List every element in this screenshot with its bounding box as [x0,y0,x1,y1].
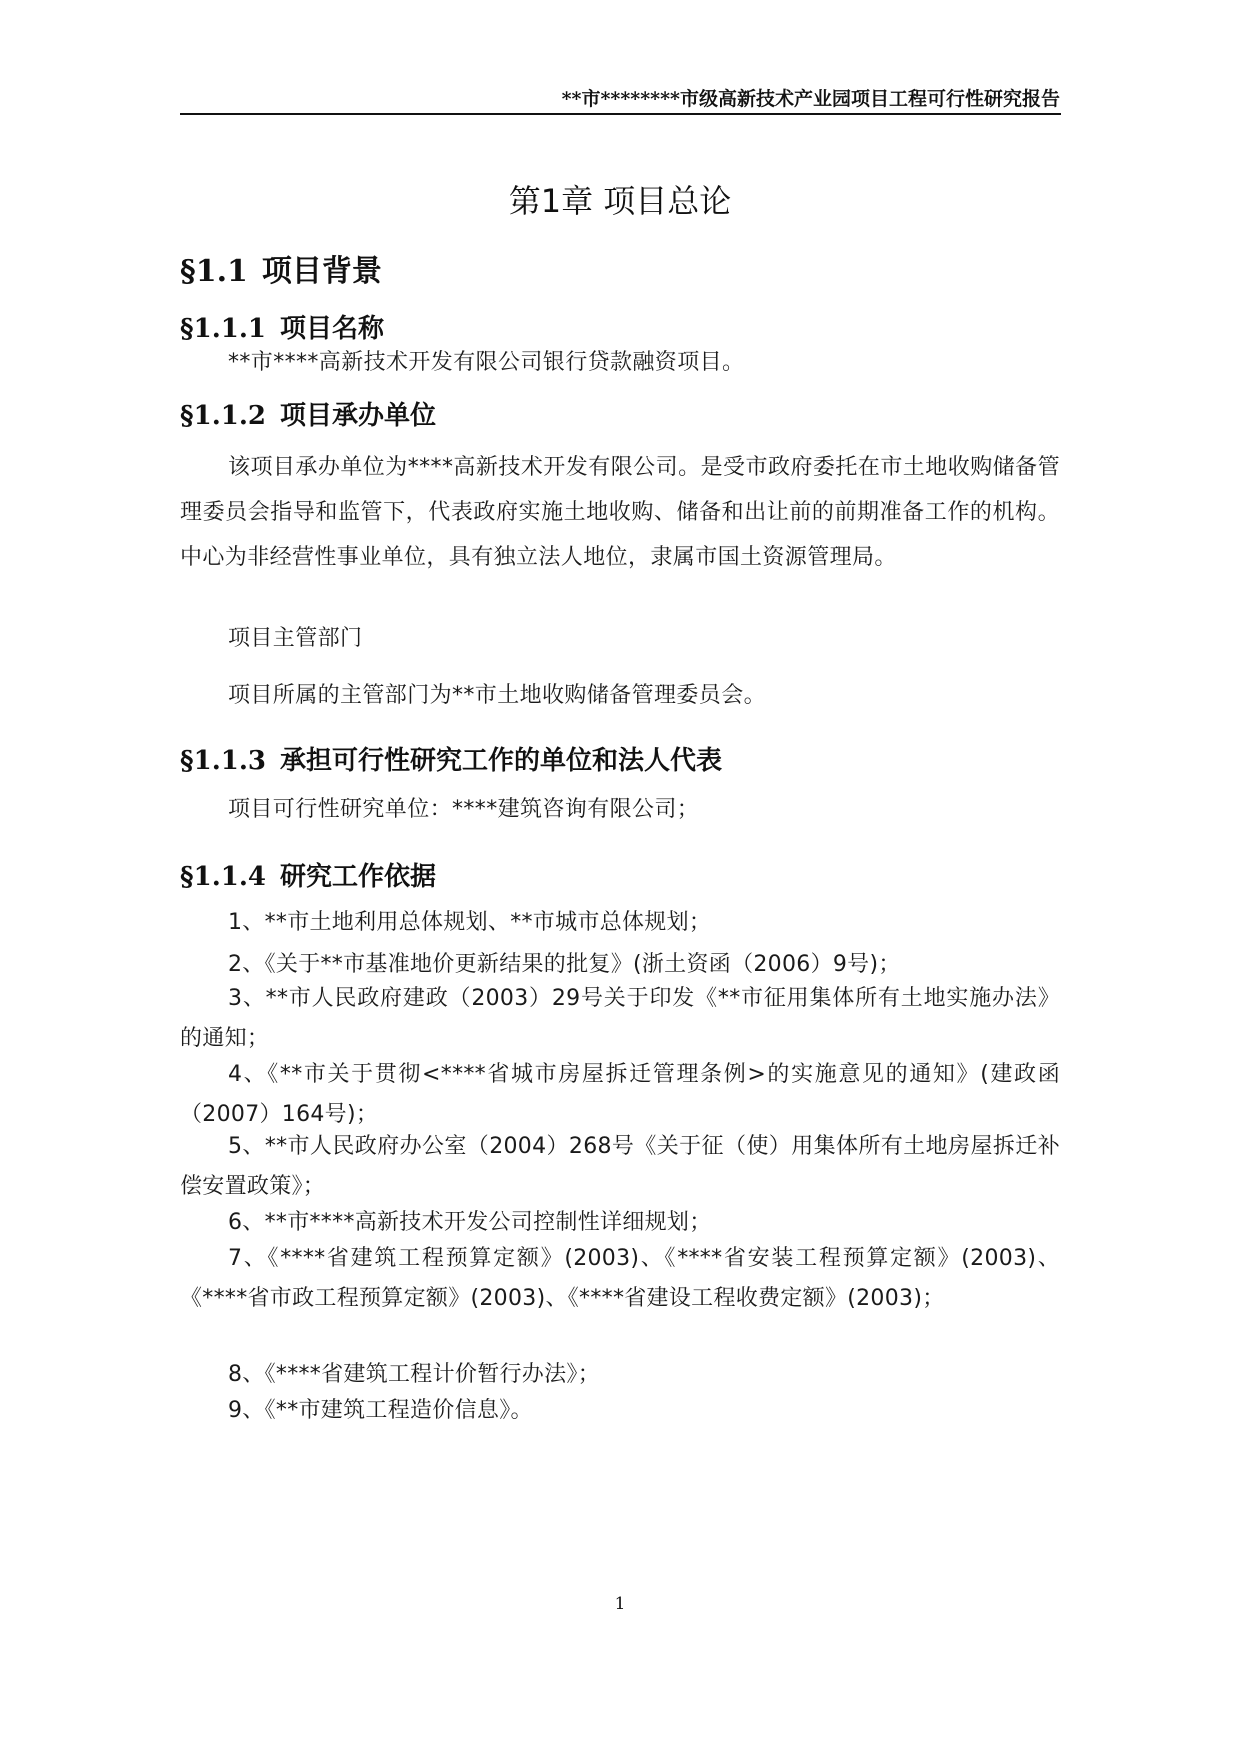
section-number: §1.1.1 [180,314,266,344]
section-title: 项目承办单位 [279,401,436,431]
paragraph-project-name: **市****高新技术开发有限公司银行贷款融资项目。 [228,350,745,375]
list-item: 6、**市****高新技术开发公司控制性详细规划； [228,1210,712,1235]
section-number: §1.1.4 [180,862,266,892]
running-header: **市********市级高新技术产业园项目工程可行性研究报告 [561,88,1060,110]
section-heading-1-1-3 [180,740,722,777]
page-number: 1 [614,1594,626,1614]
section-title: 项目名称 [279,314,384,344]
paragraph-sponsor: 该项目承办单位为****高新技术开发有限公司。是受市政府委托在市土地收购储备管理委员会指导和监管下，代表政府实施土地收购、储备和出让前的前期准备工作的机构。中心为非经营性事业单位，具有独立法人地位，隶属市国土资源管理局。 [180,455,1060,570]
paragraph-study-unit: 项目可行性研究单位：****建筑咨询有限公司； [228,797,700,822]
header-rule [180,113,1061,115]
list-item: 8、《****省建筑工程计价暂行办法》； [228,1362,600,1387]
list-item: 4、《**市关于贯彻<****省城市房屋拆迁管理条例>的实施意见的通知》(建政函（2007）164号)； [180,1062,1060,1127]
section-number: §1.1.2 [180,401,266,431]
paragraph-subheading: 项目主管部门 [228,626,363,651]
list-item: 7、《****省建筑工程预算定额》(2003)、《****省安装工程预算定额》(2003)、《****省市政工程预算定额》(2003)、《****省建设工程收费定额》(2003)； [180,1246,1060,1311]
list-item: 9、《**市建筑工程造价信息》。 [228,1398,533,1423]
section-heading-1-1-4 [180,856,436,893]
section-heading-1-1-1 [180,308,384,345]
section-heading-1-1-2 [180,395,436,432]
section-heading-1-1 [180,246,382,290]
list-item: 2、《关于**市基准地价更新结果的批复》(浙土资函（2006）9号)； [228,952,901,977]
paragraph-authority: 项目所属的主管部门为**市土地收购储备管理委员会。 [228,683,767,708]
section-title: 项目背景 [261,254,382,289]
section-title: 承担可行性研究工作的单位和法人代表 [279,746,722,776]
list-item: 5、**市人民政府办公室（2004）268号《关于征（使）用集体所有土地房屋拆迁补偿安置政策》； [180,1134,1060,1199]
list-item: 3、**市人民政府建政（2003）29号关于印发《**市征用集体所有土地实施办法》的通知； [180,986,1060,1051]
section-number: §1.1 [180,254,248,289]
section-number: §1.1.3 [180,746,266,776]
section-title: 研究工作依据 [279,862,436,892]
list-item: 1、**市土地利用总体规划、**市城市总体规划； [228,910,712,935]
chapter-title: 第1章 项目总论 [508,182,732,220]
